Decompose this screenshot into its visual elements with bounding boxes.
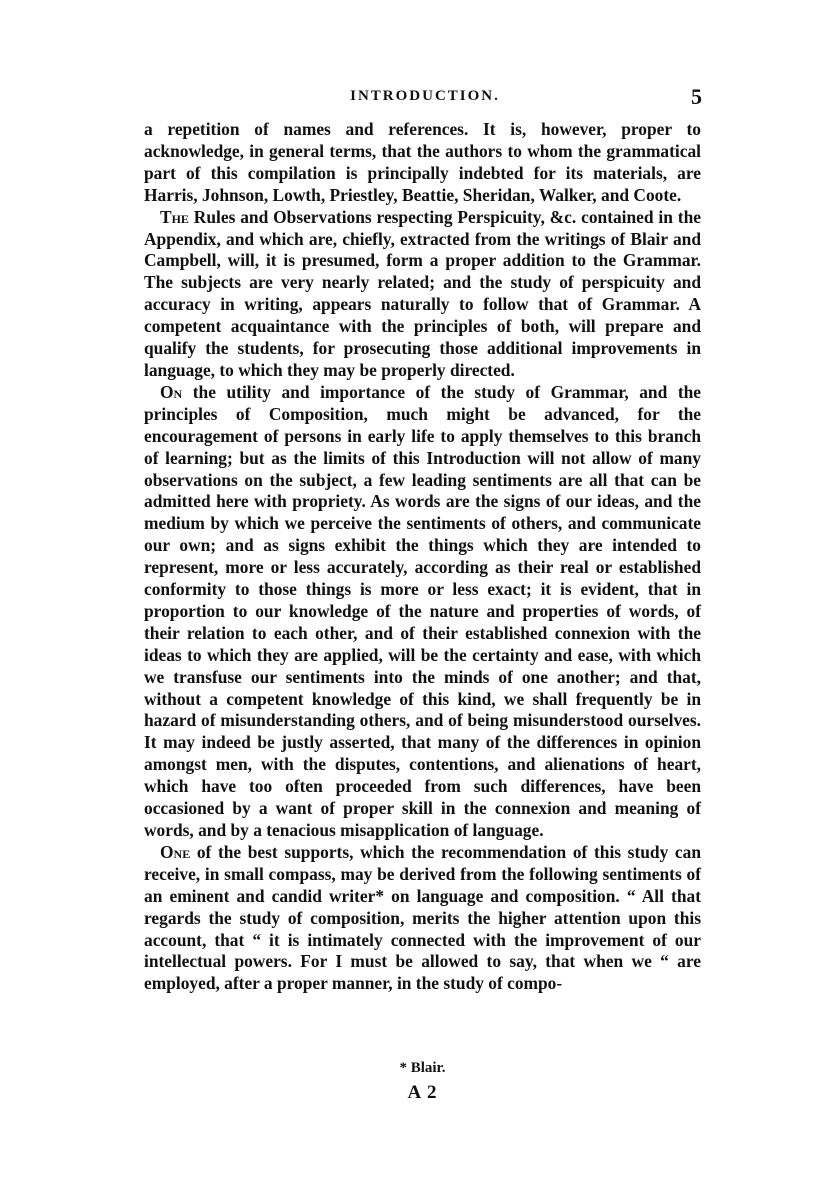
running-head xyxy=(140,84,710,114)
paragraph-utility xyxy=(144,382,701,842)
running-title: INTRODUCTION. xyxy=(350,88,500,104)
paragraph-text: Rules and Observations respecting Perspicuity, &c. contained in the Appendix, and which are, chiefly, extracted from the writings of Blair and Campbell, will, it is presumed, form a proper addition to the Grammar. The subjects are very nearly related; and the study of perspicuity and accuracy in writing, appears naturally to follow that of Grammar. A competent acquaintance with the principles of both, will prepare and qualify the students, for prosecuting those additional improvements in language, to which they may be properly directed. xyxy=(144,206,701,380)
paragraph-continued xyxy=(144,119,701,207)
paragraph-perspicuity xyxy=(144,207,701,382)
signature-mark: A 2 xyxy=(407,1082,438,1103)
paragraph-text: of the best supports, which the recommendation of this study can receive, in small compass, may be derived from the following sentiments of an eminent and candid writer* on language and composition. “ All that regards the study of composition, merits the higher attention upon this account, that “ it is intimately connected with the improvement of our intellectual powers. For I must be allowed to say, that when we “ are employed, after a proper manner, in the study of compo- xyxy=(144,841,701,994)
paragraph-supports xyxy=(144,842,701,995)
paragraph-text: the utility and importance of the study of Grammar, and the principles of Composition, much might be advanced, for the encouragement of persons in early life to apply themselves to this branch of learning; but as the limits of this Introduction will not allow of many observations on the subject, a few leading sentiments are all that can be admitted here with propriety. As words are the signs of our ideas, and the medium by which we perceive the sentiments of others, and communicate our own; and as signs exhibit the things which they are intended to represent, more or less accurately, according as their real or established conformity to those things is more or less exact; it is evident, that in proportion to our knowledge of the nature and properties of words, of their relation to each other, and of their established connexion with the ideas to which they are applied, will be the certainty and ease, with which we transfuse our sentiments into the minds of one another; and that, without a competent knowledge of this kind, we shall frequently be in hazard of misunderstanding others, and of being misunderstood ourselves. It may indeed be justly asserted, that many of the differences in opinion amongst men, with the disputes, contentions, and alienations of heart, which have too often proceeded from such differences, have been occasioned by a want of proper skill in the connexion and meaning of words, and by a tenacious misapplication of language. xyxy=(144,381,701,840)
footnote: * Blair. xyxy=(399,1060,446,1076)
body-text xyxy=(144,119,701,995)
paragraph-initial: The xyxy=(160,206,189,227)
page-number: 5 xyxy=(691,84,702,109)
paragraph-initial: On xyxy=(160,381,183,402)
paragraph-text: a repetition of names and references. It is, however, proper to acknowledge, in general terms, that the authors to whom the grammatical part of this compilation is principally indebted for its materials, are Harris, Johnson, Lowth, Priestley, Beattie, Sheridan, Walker, and Coote. xyxy=(144,119,701,205)
paragraph-initial: One xyxy=(160,841,191,862)
